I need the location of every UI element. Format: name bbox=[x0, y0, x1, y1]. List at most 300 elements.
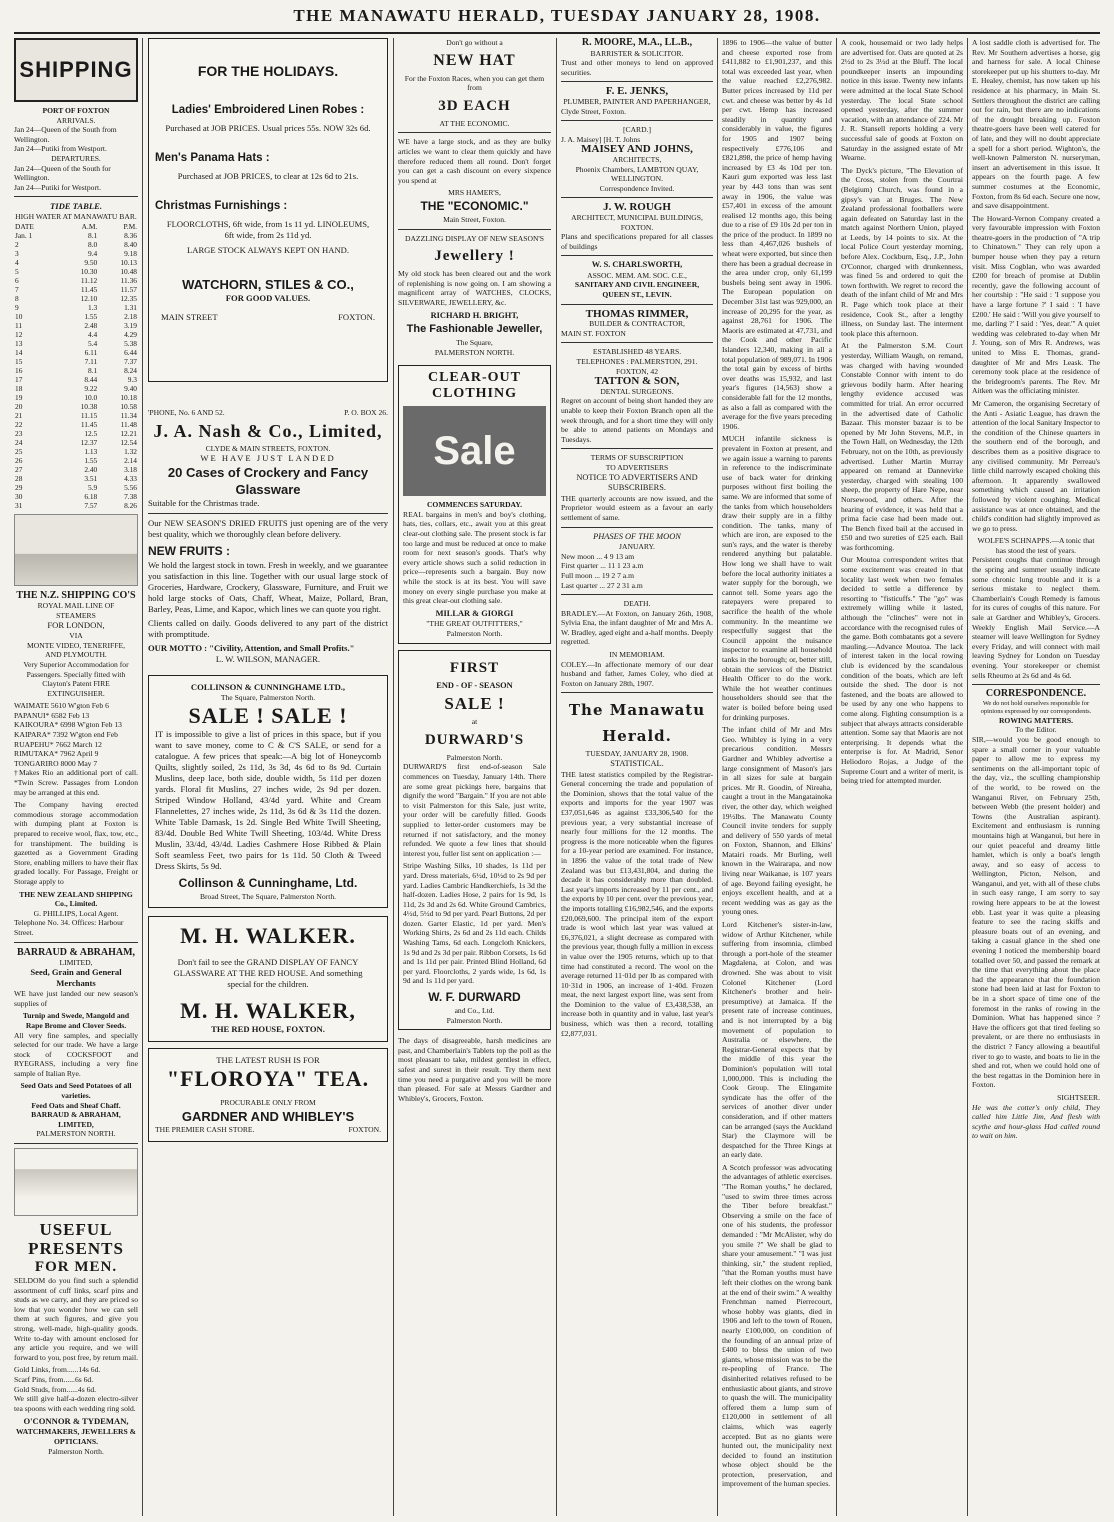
tide-cell: 5.9 bbox=[88, 482, 98, 492]
herald-date: TUESDAY, JANUARY 28, 1908. bbox=[585, 749, 689, 759]
tide-cell: 7.38 bbox=[124, 491, 137, 501]
tide-row bbox=[14, 330, 138, 339]
tide-cell: 12.37 bbox=[80, 437, 98, 447]
statistical-text: THE latest statistics compiled by the Registrar-General concerning the trade and population of the Dominion, shows that the total value of the exports and imports for the year 1907 was £37,051,646 as against £33,306,540 for the previous year, a very substantial increase of nearly four millions for the 12 months. The progress is the more noticeable when the figures for a 10-year period are examined. For instance, in 1896 the value of the total trade of New Zealand was but £13,431,804, and during the decade it has considerably more than doubled. Last year's imports increased by 11 per cent., and the exports by 10 per cent. over the previous year, the imports totalling £16,982,546, and the exports £20,069,600. The principal item of the export trade is wool which last year was valued at £6,376,021, a slight decrease as compared with the previous year, though fully a million in excess in value over the 1905 returns, which up to that time had constituted a record. The wool on the average returned 11·01d per lb as compared with 10·31d in 1906, an increase of 1·40d. Frozen meat, the next largest export line, was sent from the Dominion to the value of £3,438,538, an increase both in quantity and in value, last year's business, which was then a record, totalling £2,877,031. bbox=[561, 769, 713, 1038]
rimmer-title: THOMAS RIMMER, bbox=[585, 307, 689, 320]
wf-place: Palmerston North. bbox=[446, 1015, 503, 1025]
rough-text: Plans and specifications prepared for all classes of buildings bbox=[561, 232, 713, 251]
tide-cell: 29 bbox=[15, 482, 23, 492]
sale-banner: Sale bbox=[403, 406, 546, 496]
jenks-title: F. E. JENKS, bbox=[605, 85, 669, 98]
end-season: END - OF - SEASON bbox=[436, 680, 513, 690]
premier-town: FOXTON. bbox=[348, 1124, 381, 1134]
statistical-heading: STATISTICAL. bbox=[610, 759, 664, 769]
column-professional bbox=[561, 38, 713, 1516]
floroya-title: "FLOROYA" TEA. bbox=[166, 1066, 370, 1092]
barraud-title: BARRAUD & ABRAHAM, bbox=[16, 946, 136, 958]
useful-item: Gold Studs, from......4s 6d. bbox=[14, 1384, 97, 1394]
robes-heading: Ladies' Embroidered Linen Robes : bbox=[171, 104, 365, 116]
tide-row bbox=[14, 474, 138, 483]
news-text: MUCH infantile sickness is prevalent in Foxton at present, and we again issue a warning to parents in reference to the indiscriminate use of back water for drinking purposes without first boiling the same. We are informed that some of the tanks from which householders draw their supply are in a filthy condition. The tanks, many of which are iron, are exposed to the sun's rays, and the water is thereby rendered anything but palatable. How long we shall have to wait before the local authority initiates a water supply for the borough, we cannot tell. Some years ago the ratepayers were prepared to sacrifice the health of the whole community. In the meantime we respectfully suggest that the Council appoint the nuisance inspector to examine all household tanks in the borough; or, better still, obtain the services of the District Health Officer to do the work. While the hot weather continues householders should see that the water is boiled before being used for drinking purposes. bbox=[722, 434, 832, 722]
barraud-text-2: All very fine samples, and specially selected for our trade. We have a large stock of COCKSFOOT and RYEGRASS, including a very fine sample of Italian Rye. bbox=[14, 1030, 138, 1078]
chamberlain-text: The days of disagreeable, harsh medicines are past, and Chamberlain's Tablets top the poll as the most pleasant to take, mildest gentlest in effect, safest and surest in their result. Try them next time you need a purgative and you will be more than pleased. For sale at Messrs Gardner and Whibley's, Grocers, Foxton. bbox=[398, 1036, 551, 1103]
tide-cell: 5.56 bbox=[124, 482, 137, 492]
nash-landed: WE HAVE JUST LANDED bbox=[200, 453, 336, 464]
tide-cell: 10.18 bbox=[120, 392, 137, 402]
fashionable-jeweller: The Fashionable Jeweller, bbox=[406, 323, 543, 336]
tide-cell: 10 bbox=[15, 311, 23, 321]
tide-cell: 5.4 bbox=[88, 338, 98, 348]
tide-cell: 20 bbox=[15, 401, 23, 411]
procurable: PROCURABLE ONLY FROM bbox=[220, 1098, 316, 1108]
nz-ship-row: KAIPARA* 7392 W'gton end Feb bbox=[14, 730, 118, 740]
tide-cell: 8.1 bbox=[88, 230, 98, 240]
millar-name: MILLAR & GIORGI bbox=[435, 608, 514, 618]
column-retail bbox=[398, 38, 551, 1516]
tide-cell: 6 bbox=[15, 275, 19, 285]
maisey-title: MAISEY AND JOHNS, bbox=[581, 143, 693, 156]
tide-cell: 10.30 bbox=[80, 266, 98, 276]
divider bbox=[561, 342, 713, 343]
new-fruits-text: We hold the largest stock in town. Fresh in weekly, and we guarantee you satisfaction in this line. Together with our usual large stock of Groceries, Hardware, Crockery, Glassware, Furniture, and Fruit we hold large stocks of Oats, Chaff, Wheat, Maize, Pollard, Bran, Barley, Peas, Lime, and Kapoc, which lines we can quote you right. bbox=[148, 560, 388, 615]
tide-cell: 9.4 bbox=[88, 248, 98, 258]
tide-cell: 8.36 bbox=[124, 230, 137, 240]
tide-cell: 24 bbox=[15, 437, 23, 447]
tide-cell: 10.48 bbox=[120, 266, 137, 276]
tide-cell: 1.3 bbox=[88, 302, 98, 312]
news-text: 1896 to 1906—the value of butter and cheese exported rose from £411,882 to £1,901,237, and this total was exceeded last year, when the value reached £2,276,982. Butter prices increased by 11d per cwt. and cheese was better by 4s 1d per cwt. Hemp has increased steadily in quantity and considerably in value, the figures for 1905 and 1907 being respectively £776,106 and £821,898, the price of hemp having increased by £3 4s 10d per ton. Kauri gum exported was less last year by 443 tons than was sent away in 1906, the value was £57,401 in excess of the amount realised 12 months ago, this being due to a rise of £9 10s 2d per ton in the price of the product. In 1899 no less than 4,467,026 bushels of wheat were exported, but since then there has been a gradual decrease in the area under crop, only 61,199 bushels being sent away in 1906. The European population on December 31st last was 929,000, an increase of 20,295 for the year, as against 28,761 for 1906. The Maoris are estimated at 47,731, and the Cook and other Pacific Islanders 12,340, making in all a total population of 989,071. In 1906 the total gain by excess of births over deaths was 15,932, and last year's figures (14,563) show a considerable fall for the 12 months, as also a fall as compared with the average for the five years preceding 1906. bbox=[722, 38, 832, 431]
walker-ad bbox=[148, 916, 388, 1042]
tide-cell: 7 bbox=[15, 284, 19, 294]
tide-cell: 8.0 bbox=[88, 239, 98, 249]
clients-text: Clients called on daily. Goods delivered to any part of the district with promptitude. bbox=[148, 618, 388, 640]
card-label: [CARD.] bbox=[622, 125, 652, 135]
tide-cell: 11.57 bbox=[120, 284, 137, 294]
useful-text-2: We still give half-a-dozen electro-silver tea spoons with each wedding ring sold. bbox=[14, 1394, 138, 1413]
tide-cell: 3.18 bbox=[124, 464, 137, 474]
death-text: BRADLEY.—At Foxton, on January 26th, 1908, Sylvia Ena, the infant daughter of Mr and Mrs A. W. Bradley, aged eight and a-half months. Deeply regretted. bbox=[561, 608, 713, 647]
economic-title: THE "ECONOMIC." bbox=[420, 198, 529, 213]
arrival-item: Jan 24—Putiki from Westport. bbox=[14, 144, 107, 154]
tide-cell: 8.44 bbox=[84, 374, 98, 384]
steamship-illustration bbox=[14, 514, 138, 586]
column-news-3 bbox=[972, 38, 1100, 1516]
jewellery-text: My old stock has been cleared out and the work of replenishing is now going on. I am showing a magnificent array of WATCHES, CLOCKS, SILVERWARE, JEWELLERY, &c. bbox=[398, 269, 551, 307]
gardner-title: GARDNER AND WHIBLEY'S bbox=[181, 1108, 355, 1124]
news-text: Mr Cameron, the organising Secretary of the Anti - Asiatic League, has drawn the attention of the local Sanitary Inspector to the condition of the Chinese quarters in the southern end of the borough, and describes them as a positive disgrace to any civilised community. Mr Perreau's little child narrowly escaped choking this afternoon. It apparently swallowed something which caused an irritation followed by violent coughing. Medical assistance was at once obtained, and the child's condition had slightly improved as we go to press. bbox=[972, 398, 1100, 533]
charlsworth-subtitle: ASSOC. MEM. AM. SOC. C.E., bbox=[587, 270, 687, 280]
wf-durward: W. F. DURWARD bbox=[428, 990, 521, 1005]
tide-cell: 11.36 bbox=[120, 275, 137, 285]
tide-row bbox=[14, 420, 138, 429]
divider bbox=[14, 196, 138, 197]
tide-cell: 31 bbox=[15, 500, 23, 510]
wagon-illustration bbox=[14, 1148, 138, 1216]
economic-street: Main Street, Foxton. bbox=[443, 214, 506, 224]
divider bbox=[561, 527, 713, 528]
column-rule bbox=[717, 38, 718, 1516]
tide-cell: 8.1 bbox=[88, 365, 98, 375]
tide-table bbox=[14, 222, 138, 510]
masthead-rule bbox=[14, 32, 1100, 34]
tide-cell: 5 bbox=[15, 266, 19, 276]
notice-title: NOTICE TO ADVERTISERS AND SUBSCRIBERS. bbox=[576, 472, 698, 493]
tide-cell: 8.26 bbox=[124, 500, 137, 510]
panama-heading: Men's Panama Hats : bbox=[155, 152, 270, 164]
tide-cell: 11.45 bbox=[80, 284, 98, 294]
nz-company-text: The Company having erected commodious storage accommodation with dumping plant at Foxton is prepared to receive wool, flax, tow, etc., for transhipment. The building is gazetted as a Government Grading Store, enabling millers to have their flax graded locally. For Passage, Freight or Storage apply to bbox=[14, 800, 138, 886]
tide-cell: 11.15 bbox=[80, 410, 98, 420]
departure-item: Jan 24—Putiki for Westport. bbox=[14, 182, 101, 192]
tide-cell: 12.54 bbox=[120, 437, 137, 447]
divider bbox=[561, 197, 713, 198]
tide-row bbox=[14, 294, 138, 303]
column-advertisements bbox=[148, 38, 388, 1516]
tide-row bbox=[14, 258, 138, 267]
nz-agent: G. PHILLIPS, Local Agent. bbox=[33, 908, 119, 918]
tide-row bbox=[14, 375, 138, 384]
tide-head-date: DATE bbox=[15, 221, 34, 231]
correspondence-heading: CORRESPONDENCE. bbox=[985, 688, 1087, 700]
clearout-text: REAL bargains in men's and boy's clothing, hats, ties, collars, etc., await you at this great clear-out clothing sale. The present stock is far too large and must be reduced at once to make room for next season's goods. That's why every article shows such a solid reduction in price—represents such a bargain. Buy now while the stock is at its best. You will save money on every single purchase you make at this great clear-out clothing sale. bbox=[403, 509, 546, 606]
large-stock: LARGE STOCK ALWAYS KEPT ON HAND. bbox=[186, 245, 350, 255]
floroya-ad bbox=[148, 1048, 388, 1141]
walker-text: Don't fail to see the GRAND DISPLAY OF FANCY GLASSWARE AT THE RED HOUSE. And something special for the children. bbox=[173, 957, 363, 990]
commences: COMMENCES SATURDAY. bbox=[426, 500, 523, 510]
tide-cell: 11.34 bbox=[120, 410, 137, 420]
notice-text: THE quarterly accounts are now issued, and the Proprietor would esteem as a favour an early settlement of same. bbox=[561, 493, 713, 522]
tide-cell: 18 bbox=[15, 383, 23, 393]
presents-heading: PRESENTS bbox=[28, 1239, 124, 1259]
letter-signature: SIGHTSEER. bbox=[1057, 1092, 1100, 1102]
tide-row bbox=[14, 276, 138, 285]
tide-row bbox=[14, 429, 138, 438]
tide-cell: 22 bbox=[15, 419, 23, 429]
tide-cell: 3 bbox=[15, 248, 19, 258]
collinson-ad bbox=[148, 675, 388, 908]
tide-cell: 8 bbox=[15, 293, 19, 303]
barraud-place: PALMERSTON NORTH. bbox=[36, 1129, 116, 1139]
tide-cell: 9.40 bbox=[124, 383, 137, 393]
column-shipping bbox=[14, 38, 138, 1516]
nash-cases: 20 Cases of Crockery and Fancy Glassware bbox=[167, 465, 369, 498]
first-label: FIRST bbox=[449, 659, 500, 676]
divider bbox=[398, 229, 551, 230]
divider bbox=[398, 132, 551, 133]
correspondence-note: We do not hold ourselves responsible for opinions expressed by our correspondents. bbox=[980, 699, 1092, 715]
telephones: TELEPHONES : PALMERSTON, 291. FOXTON, 42 bbox=[576, 357, 698, 376]
oconnor-title: O'CONNOR & TYDEMAN, bbox=[23, 1416, 129, 1427]
robes-text: Purchased at JOB PRICES. Usual prices 55s. NOW 32s 6d. bbox=[165, 123, 371, 133]
hat-intro: Don't go without a bbox=[446, 38, 503, 47]
durward-place: Palmerston North. bbox=[446, 752, 503, 762]
tide-cell: 5.38 bbox=[124, 338, 137, 348]
tide-cell: 25 bbox=[15, 446, 23, 456]
tide-row bbox=[14, 465, 138, 474]
clearout-ad bbox=[398, 365, 551, 643]
tide-cell: 10.58 bbox=[120, 401, 137, 411]
death-heading: DEATH. bbox=[623, 599, 651, 609]
collinson-sign-address: Broad Street, The Square, Palmerston North. bbox=[199, 891, 337, 901]
durward-text-2: Stripe Washing Silks, 10 shades, 1s 11d per yard. Dress materials, 6½d, 10½d to 2s 9d per yard. Ladies Cambric Handkerchiefs, 1s 3d the half-dozen. Ladies Hose, 2 pairs for 1s 9d, 1s 11d, 2s 3d and 2s 6d. White Ground Cambrics, 4½d, 5½d to 9d per yard. Pearl Buttons, 2d per dozen. Garter Elastic, 1d per yard. Men's Working Shirts, 2s 6d and 2s 11d each. Childs Washing Tams, 6d each. Longcloth Knickers, 1s 9d and 2s 3d per pair. Ribbon Corsets, 1s 6d and 1s 11d per pair. Printed Blind Holland, 6d per yard. Floorcloths, 2 yards wide, 1s 6d, 1s 9d and 1s 11d per yard. bbox=[403, 861, 547, 986]
collinson-sale: SALE ! SALE ! bbox=[188, 702, 348, 728]
tide-row bbox=[14, 501, 138, 510]
divider bbox=[561, 304, 713, 305]
nz-sub: FOR LONDON, bbox=[47, 620, 105, 631]
rowing-heading: ROWING MATTERS. bbox=[998, 715, 1074, 725]
bright-place: PALMERSTON NORTH. bbox=[434, 347, 515, 357]
charlsworth-title: W. S. CHARLSWORTH, bbox=[591, 260, 683, 270]
tide-cell: 9.50 bbox=[84, 257, 98, 267]
barraud-oats: Seed Oats and Seed Potatoes of all varieties. bbox=[20, 1081, 132, 1101]
nz-ship-row: RUAPEHU* 7662 March 12 bbox=[14, 739, 102, 749]
furnish-heading: Christmas Furnishings : bbox=[155, 200, 288, 212]
port-heading: PORT OF FOXTON bbox=[42, 106, 110, 115]
nash-fruits-intro: Our NEW SEASON'S DRIED FRUITS just opening are of the very best quality, which we thoroughly clean before delivery. bbox=[148, 518, 388, 540]
news-text: At the Palmerston S.M. Court yesterday, William Waugh, on remand, was charged with having wounded Constable Connor with intent to do grievous bodily harm. After hearing lengthy evidence accused was committed for trial. An error occurred in the advertised date of Catholic Bazaar. This monster bazaar is to be opened by Mr John Stevens, M.P., in the Town Hall, on Wednesday, the 12th February, not on the 10th, as previously advertised. Luther Martin Murray appeared on remand at Dannevirke yesterday, charged with stealing 100 sheep, the property of Hare Nepe, near Norsewood, and others. After the hearing of evidence, it was held that a prima facie case had been made out. The Bench fixed bail at the accused in £50 and two sureties of £25 each. Bail was forthcoming. bbox=[841, 341, 963, 552]
tide-cell: 21 bbox=[15, 410, 23, 420]
barraud-subtitle: Seed, Grain and General Merchants bbox=[30, 967, 122, 989]
durward-title: DURWARD'S bbox=[424, 731, 525, 748]
charlsworth-subtitle-2: SANITARY AND CIVIL ENGINEER, QUEEN ST., LEVIN. bbox=[574, 280, 700, 300]
tide-cell: 1.55 bbox=[84, 455, 98, 465]
hat-text: For the Foxton Races, when you can get them from bbox=[404, 73, 545, 93]
arrival-item: Jan 24—Queen of the South from Wellington. bbox=[14, 125, 117, 144]
tide-cell: 1.32 bbox=[124, 446, 137, 456]
durward-ad bbox=[398, 650, 551, 1031]
tide-cell: 26 bbox=[15, 455, 23, 465]
holidays-title: FOR THE HOLIDAYS. bbox=[197, 63, 339, 79]
phases-title: PHASES OF THE MOON bbox=[593, 531, 681, 541]
departure-item: Jan 24—Queen of the South for Wellington. bbox=[14, 163, 111, 183]
tide-cell: 10.38 bbox=[80, 401, 98, 411]
tide-cell: 2.14 bbox=[124, 455, 137, 465]
tide-cell: 3.51 bbox=[84, 473, 98, 483]
new-hat-title: NEW HAT bbox=[433, 51, 516, 69]
tide-table-title: TIDE TABLE. bbox=[49, 201, 103, 212]
useful-item: Scarf Pins, from......6s 6d. bbox=[14, 1374, 94, 1384]
tide-cell: 8.40 bbox=[124, 239, 137, 249]
hat-price: 3D EACH bbox=[438, 97, 511, 114]
hamer: MRS HAMER'S, bbox=[448, 188, 501, 198]
column-news-1 bbox=[722, 38, 832, 1516]
jenks-address: Clyde Street, Foxton. bbox=[561, 106, 626, 116]
terms-title: TERMS OF SUBSCRIPTION bbox=[590, 453, 684, 463]
tide-row bbox=[14, 447, 138, 456]
outfitters: "THE GREAT OUTFITTERS," bbox=[426, 619, 523, 629]
moore-text: Trust and other moneys to lend on approved securities. bbox=[561, 58, 713, 77]
tide-cell: 13 bbox=[15, 338, 23, 348]
tide-cell: 12.35 bbox=[120, 293, 137, 303]
oconnor-place: Palmerston North. bbox=[48, 1446, 104, 1456]
tide-row bbox=[14, 249, 138, 258]
news-text: A cook, housemaid or two lady helps are advertised for. Oats are quoted at 2s 2½d to 2s 3½d at the Bluff. The local poundkeeper inserts an impounding notice in this issue. Twenty new infants were admitted at the local State School yesterday. The local State school opened yesterday, after the summer vacation, with an attendance of 224. Mr J. R. Stansell reports holding a very successful sale of goods at Foxton on Saturday in the assigned estate of Mr Wearne. bbox=[841, 38, 963, 163]
news-text: A lost saddle cloth is advertised for. The Rev. Mr Southern advertises a horse, gig and harness for sale. A local Chinese storekeeper put up his shutters to-day. Mr E. Healey, chemist, has now taken up his residence at his pharmacy, in Main St. Settlers throughout the district are calling out for rain, but there are no indications of the drought breaking up. Foxton theatre-goers have been well catered for of late, and they will no doubt appreciate a spell for a short period. Wighton's, the well-known Palmerston N. nurseryman, insert an advertisement in this issue. It appears on the fourth page. A few summer costumes at the Economic, Foxton, from 8s 6d each. Secure one now, and save disappointment. bbox=[972, 38, 1100, 211]
divider bbox=[561, 81, 713, 82]
nz-ship-row: PAPANUI* 6582 Feb 13 bbox=[14, 710, 90, 720]
tide-row bbox=[14, 438, 138, 447]
tide-cell: 4.4 bbox=[88, 329, 98, 339]
barraud-items: Turnip and Swede, Mangold and Rape Brome and Clover Seeds. bbox=[22, 1011, 130, 1030]
watchorn-title: WATCHORN, STILES & CO., bbox=[182, 277, 354, 292]
tide-cell: 2.18 bbox=[124, 311, 137, 321]
tide-cell: 9.22 bbox=[84, 383, 98, 393]
nz-sub: VIA bbox=[69, 631, 83, 641]
tide-cell: 7.37 bbox=[124, 356, 137, 366]
nz-shipping-title: THE N.Z. SHIPPING CO'S bbox=[16, 589, 136, 601]
tide-cell: 3.19 bbox=[124, 320, 137, 330]
durward-sale: SALE ! bbox=[444, 694, 505, 714]
tide-row bbox=[14, 348, 138, 357]
durward-text: DURWARD'S first end-of-season Sale commences on Tuesday, January 14th. There are some great pickings here, bargains that dignify the word "Bargain." If you are not able to visit Palmerston for this Sale, just write, your order will be carefully filled. Goods supplied to letter-order customers may be returned if not satisfactory, and the money refunded. We quote a few lines that should interest you, fuller list sent on application :— bbox=[403, 762, 546, 858]
news-text: The Dyck's picture, "The Elevation of the Cross, stolen from the Courtrai (Belgium) Church, was found in a gipsy's van at Bruges. The New Zealand professional footballers were again defeated on Saturday last in the match against Northern Union, played at Leeds, by 14 points to six. At the local Police Court yesterday morning, before Alex. Cockburn, Esq., J.P., John O'Connor, charged with drunkenness, was fined 5s and ordered to quit the town forthwith. We regret to record the death of the infant child of Mr and Mrs R. Page which took place at their residence, Cook St., after a lengthy illness, on Sunday last. The interment took place this afternoon. bbox=[841, 165, 963, 338]
column-rule bbox=[142, 38, 143, 1516]
tide-cell: 12.10 bbox=[80, 293, 98, 303]
divider bbox=[561, 692, 713, 693]
news-text: A Scotch professor was advocating the advantages of athletic exercises. "The Roman youths," he declared, "used to swim three times across the Tiber before breakfast." Observing a smile on the face of one of his students, the professor demanded : "Mr McAlister, why do you smile ?" We shall be glad to share your amusement." "I was just thinking, sir," the student replied, "that the Roman youths must have left their clothes on the wrong bank at the end of their swim." A wealthy Frenchman named Pierrecourt, whose hobby was giants, died in 1906 and left to the town of Rouen, nearly £100,000, on condition of the founding of an annual prize of £400 to bless the union of two giants, whose mission was to be the re-peopling of France. The disinherited relatives refused to be enthusiastic about giants, and strove to quash the will. The municipality offered them a lump sum of £120,000 in settlement of all claims, which was eagerly accepted. But as no giants were hunted out, the municipality next decided to found an institution whose object should be the protection, preservation, and improvement of the human species. bbox=[722, 1162, 832, 1489]
letter-text: SIR,—would you be good enough to spare a small corner in your valuable paper to allow me to express my sentiments on the all-important topic of the day, viz., the sculling championship of the world, to be rowed on the Wanganui River, on February 25th, between Webb (the present holder) and Towns (the Australian aspirant). Excitement and enthusiasm is running mountains high at Wanganui, but here in our quiet peaceful and dreamy little hamlet, which is only a boat's length away, and so easy of access to Wellington, Picton, Nelson, and Wanganui, and yet, with all of these clubs in such easy range, I am sorry to say rowing here appears to be at the lowest ebb. Last year it was quite a pleasing feature to see the racing skiffs and pleasure boats out of an evening, and taking a casual glance in the shed one evening I noticed the membership board totalled over 50, and passed the remark at the time that everything about the place had the appearance that the foundation stone had been laid at last for Foxton to be in a short space of time one of the foremost in the ranks of rowing in the Dominion. What has happened since ? Have the officers got that tired feeling so prevalent, or are there no enthusiasts in the district ? Fancy allowing a beautiful river to go to waste, and boats to lie in the shed and rot, when we could hold one of the best regattas in the Dominion here in Foxton. bbox=[972, 734, 1100, 1090]
tide-row bbox=[14, 483, 138, 492]
maisey-names: J. A. Maisey] [H. T. Johns bbox=[561, 134, 641, 144]
collinson-sign: Collinson & Cunninghame, Ltd. bbox=[178, 875, 358, 890]
premier-store: THE PREMIER CASH STORE. bbox=[155, 1124, 255, 1134]
column-rule bbox=[836, 38, 837, 1516]
tatton-subtitle: DENTAL SURGEONS. bbox=[600, 386, 674, 396]
tide-head-am: A.M. bbox=[81, 221, 98, 231]
collinson-text: IT is impossible to give a list of prices in this space, but if you want to save money, come to C & C'S SALE, or send for a catalogue. A few prices that speak:—A big lot of Honeycomb Quilts, slightly soiled, 2s 11d, 3s 3d, 4s 6d to 8s 9d. Curtain Muslins, deep lace, both side, double width, 5s 11d per dozen yards. Floral fit Muslins, 27 inches wide, 2s 9d per dozen. Striped Window Holland, 43/4d yard. White and Cream Flannelettes, 27 inches wide, 2s 11d, 3s 6d & 3s 11d the dozen. White Table Damask, 1s 2d. Single Bed White Twill Sheeting, 83/4d. Double Bed White Twill Sheeting, 103/4d. White Dress Muslin, 33/4d, 43/4d. Ladies Cashmere Hose Ribbed & Plain Soft seamless Feet, two pairs for 1s 11d. 50 Cloth & Tweed Dress Skirts, 5s 9d. bbox=[155, 728, 381, 871]
jenks-subtitle: PLUMBER, PAINTER AND PAPERHANGER, bbox=[563, 96, 711, 106]
bright-name: RICHARD H. BRIGHT, bbox=[430, 310, 519, 320]
tide-cell: 6.11 bbox=[84, 347, 98, 357]
divider bbox=[14, 1143, 138, 1144]
for-men-heading: FOR MEN. bbox=[34, 1259, 118, 1276]
moore-subtitle: BARRISTER & SOLICITOR. bbox=[590, 48, 684, 58]
economic-at: AT THE ECONOMIC. bbox=[439, 118, 510, 128]
nz-sub: ROYAL MAIL LINE OF bbox=[37, 600, 115, 610]
tide-cell: 19 bbox=[15, 392, 23, 402]
tide-cell: 27 bbox=[15, 464, 23, 474]
panama-text: Purchased at JOB PRICES, to clear at 12s 6d to 21s. bbox=[177, 171, 359, 181]
useful-item: Gold Links, from......14s 6d. bbox=[14, 1365, 101, 1375]
tide-cell: 6.18 bbox=[84, 491, 98, 501]
tide-cell: 8.24 bbox=[124, 365, 137, 375]
rimmer-address: MAIN ST. FOXTON bbox=[561, 328, 626, 338]
arrivals-label: ARRIVALS. bbox=[56, 115, 96, 125]
useful-heading: USEFUL bbox=[39, 1220, 113, 1240]
tide-cell: 14 bbox=[15, 347, 23, 357]
dazzling: DAZZLING DISPLAY OF NEW SEASON'S bbox=[404, 233, 545, 243]
news-text: Our Moutoa correspondent writes that some excitement was created in that locality last week when two females decided to settle a difference by resorting to "fisticuffs." The "go" was extremely willing while it lasted, although the "clinches" were not in accordance with the recognised rules of the game. Both combatants got a severe mauling.—Advance Moutoa. The lack of interest taken in the local rowing club is evidenced by the scandalous condition of the boats, which are left outside the shed. The door is not fastened, and the boats are allowed to be used by any one who happens to come along. Fighting consumption is a subject that always attracts considerable attention. Some say that Maoris are not enterprising. It depends what the enterprise is for. At Madrid, Senor Heliodoro Rojas, a Judge of the Supreme Court and a writer of merit, is being tried for attempted murder. bbox=[841, 555, 963, 786]
economic-text: WE have a large stock, and as they are bulky articles we want to clear them quickly and have therefore reduced them all round. Don't forget you can get a cash discount on every sixpence you spend at bbox=[398, 137, 551, 185]
motto: OUR MOTTO : "Civility, Attention, and Small Profits." bbox=[148, 643, 355, 654]
nz-ship-row: KAIKOURA* 6998 W'gton Feb 13 bbox=[14, 720, 122, 730]
departures-label: DEPARTURES. bbox=[51, 153, 101, 163]
nz-company-name: THE NEW ZEALAND SHIPPING Co., Limited. bbox=[19, 889, 133, 909]
collinson-address: The Square, Palmerston North. bbox=[220, 693, 316, 703]
collinson-title: COLLINSON & CUNNINGHAME LTD., bbox=[190, 682, 346, 693]
nash-manager: L. W. WILSON, MANAGER. bbox=[215, 654, 321, 665]
divider bbox=[14, 942, 138, 943]
phase-row: Full moon ... 19 2 7 a.m bbox=[561, 570, 634, 580]
column-news-2 bbox=[841, 38, 963, 1516]
tide-row bbox=[14, 402, 138, 411]
tide-cell: 11.45 bbox=[80, 419, 98, 429]
nash-title: J. A. Nash & Co., Limited, bbox=[153, 420, 383, 441]
nz-ship-row: TONGARIRO 8000 May 7 bbox=[14, 758, 98, 768]
divider bbox=[561, 594, 713, 595]
tide-cell: 4.33 bbox=[124, 473, 137, 483]
tide-row bbox=[14, 303, 138, 312]
tide-cell: 7.11 bbox=[84, 356, 98, 366]
nz-sub: AND PLYMOUTH. bbox=[45, 650, 107, 660]
furnish-text: FLOORCLOTHS, 6ft wide, from 1s 11 yd. LINOLEUMS, 6ft wide, from 2s 11d yd. bbox=[166, 219, 370, 240]
tide-row bbox=[14, 312, 138, 321]
masthead: THE MANAWATU HERALD, TUESDAY JANUARY 28, 1908. bbox=[293, 6, 821, 25]
phase-row: First quarter ... 11 1 23 a.m bbox=[561, 561, 644, 571]
good-values: FOR GOOD VALUES. bbox=[225, 293, 311, 303]
tide-cell: 28 bbox=[15, 473, 23, 483]
watchorn-town: FOXTON. bbox=[338, 312, 375, 322]
tide-row bbox=[14, 456, 138, 465]
to-editor: To the Editor. bbox=[1015, 725, 1057, 735]
maisey-correspondence: Correspondence Invited. bbox=[599, 183, 675, 193]
tide-cell: 6.44 bbox=[124, 347, 137, 357]
useful-text: SELDOM do you find such a splendid assortment of cuff links, scarf pins and studs as we carry, and they are priced so low that you wonder how we can sell them at such figures, and give you strong, well-made, high-quality goods. Write to-day with amount enclosed for any article you require, and we will forward to you, post free, by return mail. bbox=[14, 1276, 138, 1362]
phase-row: New moon ... 4 9 13 am bbox=[561, 551, 635, 561]
tide-cell: 17 bbox=[15, 374, 23, 384]
moore-title: R. MOORE, M.A., LL.B., bbox=[581, 38, 693, 48]
tide-row bbox=[14, 384, 138, 393]
barraud-text: WE have just landed our new season's supplies of bbox=[14, 989, 138, 1008]
established: ESTABLISHED 48 YEARS. bbox=[592, 347, 682, 357]
tide-cell: 10.0 bbox=[84, 392, 98, 402]
tide-cell: 12.21 bbox=[120, 428, 137, 438]
herald-title: The Manawatu Herald. bbox=[568, 701, 706, 746]
divider bbox=[561, 255, 713, 256]
tide-head-pm: P.M. bbox=[123, 221, 137, 231]
rimmer-subtitle: BUILDER & CONTRACTOR, bbox=[589, 319, 685, 329]
news-text: Persistent coughs that continue through the spring and summer usually indicate some chronic lung trouble and it is a serious mistake to neglect them. Chamberlain's Cough Remedy is famous for its cures of coughs of this nature. For sale at Gardner and Whibley's, Grocers. Weekly English Mail Service.—A steamer will leave Wellington for Sydney every Friday, and will connect with mail leaving Sydney for London on Tuesday evening. Your storekeeper or chemist sells Rheumo at 2s 6d and 4s 6d. bbox=[972, 555, 1100, 680]
outfitters-place: Palmerston North. bbox=[446, 629, 503, 638]
column-rule bbox=[556, 38, 557, 1516]
nz-sub: STEAMERS bbox=[56, 610, 96, 620]
column-rule bbox=[393, 38, 394, 1516]
barraud-sign: BARRAUD & ABRAHAM, LIMITED, bbox=[31, 1110, 121, 1129]
tide-row bbox=[14, 492, 138, 501]
tide-row bbox=[14, 339, 138, 348]
tide-row bbox=[14, 366, 138, 375]
clearout-title: CLEAR-OUT CLOTHING bbox=[427, 370, 521, 402]
tide-cell: Jan. 1 bbox=[15, 230, 33, 240]
walker-house: THE RED HOUSE, FOXTON. bbox=[211, 1024, 325, 1035]
tide-row bbox=[14, 267, 138, 276]
news-text: Lord Kitchener's sister-in-law, widow of Arthur Kitchener, while suffering from insomnia, climbed through a port-hole of the steamer Magdalena, at Colon, and was drowned. She was about to visit Colonel Kitchener (Lord Kitchener's brother and heir-presumptive) at Jamaica. If the present rate of increase continues, and is not interrupted by a big movement of population to Australia or elsewhere, the Registrar-General expects that by the middle of this year the Dominion's population will total 1,000,000. This is including the Cook Group. The Elingamite syndicate has the offer of the services of another diver under consideration, and if other matters can be arranged (says the Auckland Star) the Claymore will be despatched for the Three Kings at an early date. bbox=[722, 920, 832, 1160]
tide-row bbox=[14, 231, 138, 240]
divider bbox=[561, 120, 713, 121]
shipping-banner: SHIPPING bbox=[14, 38, 138, 102]
nash-suitable: Suitable for the Christmas trade. bbox=[148, 498, 260, 509]
durward-at: at bbox=[471, 717, 478, 727]
tatton-title: TATTON & SON, bbox=[594, 375, 680, 388]
rough-subtitle: ARCHITECT, MUNICIPAL BUILDINGS, FOXTON. bbox=[571, 212, 703, 232]
divider bbox=[561, 448, 713, 449]
tide-cell: 11.48 bbox=[120, 419, 137, 429]
oconnor-subtitle: WATCHMAKERS, JEWELLERS & OPTICIANS. bbox=[16, 1427, 136, 1446]
holidays-ad bbox=[148, 38, 388, 382]
nz-text: Very Superior Accommodation for Passengers. Specially fitted with Clayton's Patent FIRE EXTINGUISHER. bbox=[23, 659, 129, 698]
news-text: The infant child of Mr and Mrs Geo. Whibley is lying in a very precarious condition. Messrs Gardner and Whibley advertise a large consignment of Mason's jars in all sizes for sale at bargain prices. Mr R. Goodin, of Nireaha, caught a trout in the Mangatainoka river, the other day, which weighed 19½lbs. The Manawatu County Council invite tenders for supply and delivery of 550 yards of metal on Foxton, Shannon, and Elkins' Matairi roads. Mr Burling, well known in the Wairarapa, and now living near Waikanae, is 107 years of age. Beyond failing eyesight, he enjoys excellent health, and at a recent wedding was as gay as the young ones. bbox=[722, 725, 832, 917]
nash-phone: 'PHONE, No. 6 AND 52. bbox=[148, 408, 225, 417]
